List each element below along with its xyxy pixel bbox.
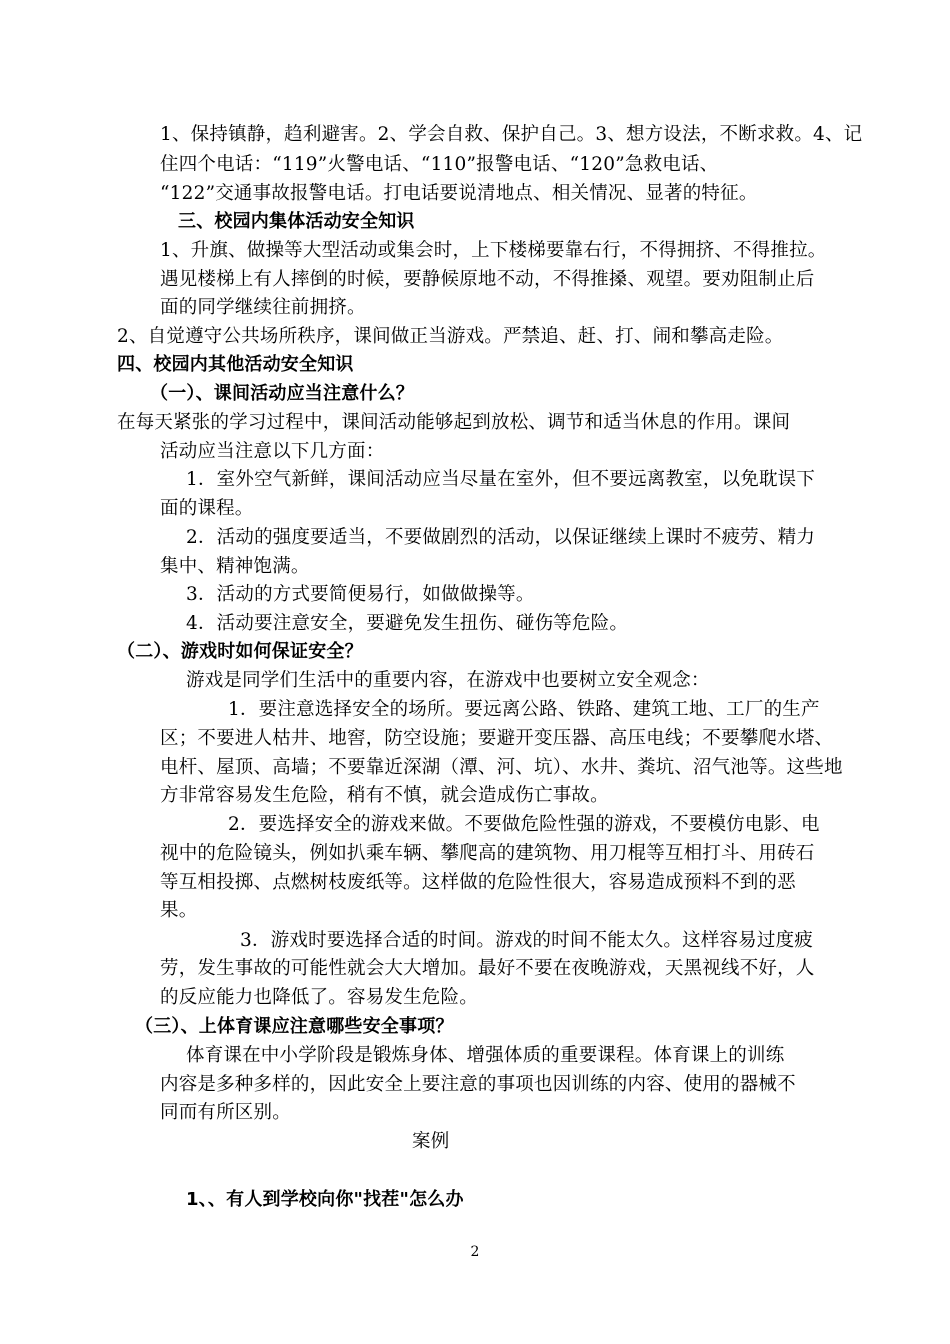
- text-line: 活动应当注意以下几方面：: [160, 441, 385, 462]
- text-line: 住四个电话：“119”火警电话、“110”报警电话、“120”急救电话、: [160, 154, 719, 175]
- case-heading: 案例: [412, 1131, 450, 1152]
- text-line: 同而有所区别。: [160, 1102, 291, 1123]
- text-line: 电杆、屋顶、高墙；不要靠近深湖（潭、河、坑）、水井、粪坑、沼气池等。这些地: [160, 757, 843, 778]
- text-line: 在每天紧张的学习过程中，课间活动能够起到放松、调节和适当休息的作用。课间: [117, 412, 791, 433]
- text-line: 劳，发生事故的可能性就会大大增加。最好不要在夜晚游戏，天黑视线不好，人: [160, 958, 815, 979]
- text-line: 内容是多种多样的，因此安全上要注意的事项也因训练的内容、使用的器械不: [160, 1074, 796, 1095]
- subsection-heading: （一）、课间活动应当注意什么？: [150, 383, 414, 404]
- text-line: 区；不要进人枯井、地窖，防空设施；要避开变压器、高压电线；不要攀爬水塔、: [160, 728, 834, 749]
- text-line: 1、升旗、做操等大型活动或集会时，上下楼梯要靠右行，不得拥挤、不得推拉。: [160, 240, 827, 261]
- text-line: 1、保持镇静，趋利避害。2、学会自救、保护自己。3、想方设法，不断求救。4、记: [160, 124, 863, 145]
- text-line: 2．活动的强度要适当，不要做剧烈的活动，以保证继续上课时不疲劳、精力: [186, 527, 816, 548]
- text-line: 果。: [160, 900, 198, 921]
- text-line: 1．室外空气新鲜，课间活动应当尽量在室外，但不要远离教室，以免耽误下: [186, 469, 816, 490]
- text-line: 2、自觉遵守公共场所秩序，课间做正当游戏。严禁追、赶、打、闹和攀高走险。: [117, 326, 784, 347]
- subsection-heading: （三）、上体育课应注意哪些安全事项？: [135, 1016, 454, 1037]
- text-line: 面的课程。: [160, 498, 254, 519]
- text-line: 面的同学继续往前拥挤。: [160, 297, 366, 318]
- section-heading: 三、校园内集体活动安全知识: [178, 211, 415, 232]
- text-line: 2．要选择安全的游戏来做。不要做危险性强的游戏，不要模仿电影、电: [228, 814, 820, 835]
- text-line: “122”交通事故报警电话。打电话要说清地点、相关情况、显著的特征。: [160, 183, 758, 204]
- text-line: 遇见楼梯上有人摔倒的时候，要静候原地不动，不得推搡、观望。要劝阻制止后: [160, 269, 815, 290]
- text-line: 游戏是同学们生活中的重要内容，在游戏中也要树立安全观念：: [186, 670, 710, 691]
- section-heading: 四、校园内其他活动安全知识: [117, 354, 354, 375]
- page-number: 2: [470, 1244, 480, 1260]
- case-title: 1、、有人到学校向你"找茬"怎么办: [186, 1189, 464, 1210]
- subsection-heading: （二）、游戏时如何保证安全？: [117, 641, 363, 662]
- text-line: 的反应能力也降低了。容易发生危险。: [160, 987, 478, 1008]
- text-line: 方非常容易发生危险，稍有不慎，就会造成伤亡事故。: [160, 785, 609, 806]
- text-line: 3．活动的方式要简便易行，如做做操等。: [186, 584, 535, 605]
- text-line: 1．要注意选择安全的场所。要远离公路、铁路、建筑工地、工厂的生产: [228, 699, 820, 720]
- text-line: 集中、精神饱满。: [160, 556, 310, 577]
- text-line: 体育课在中小学阶段是锻炼身体、增强体质的重要课程。体育课上的训练: [186, 1045, 785, 1066]
- text-line: 3．游戏时要选择合适的时间。游戏的时间不能太久。这样容易过度疲: [240, 930, 813, 951]
- text-line: 等互相投掷、点燃树枝废纸等。这样做的危险性很大，容易造成预料不到的恶: [160, 872, 796, 893]
- text-line: 4．活动要注意安全，要避免发生扭伤、碰伤等危险。: [186, 613, 629, 634]
- text-line: 视中的危险镜头，例如扒乘车辆、攀爬高的建筑物、用刀棍等互相打斗、用砖石: [160, 843, 815, 864]
